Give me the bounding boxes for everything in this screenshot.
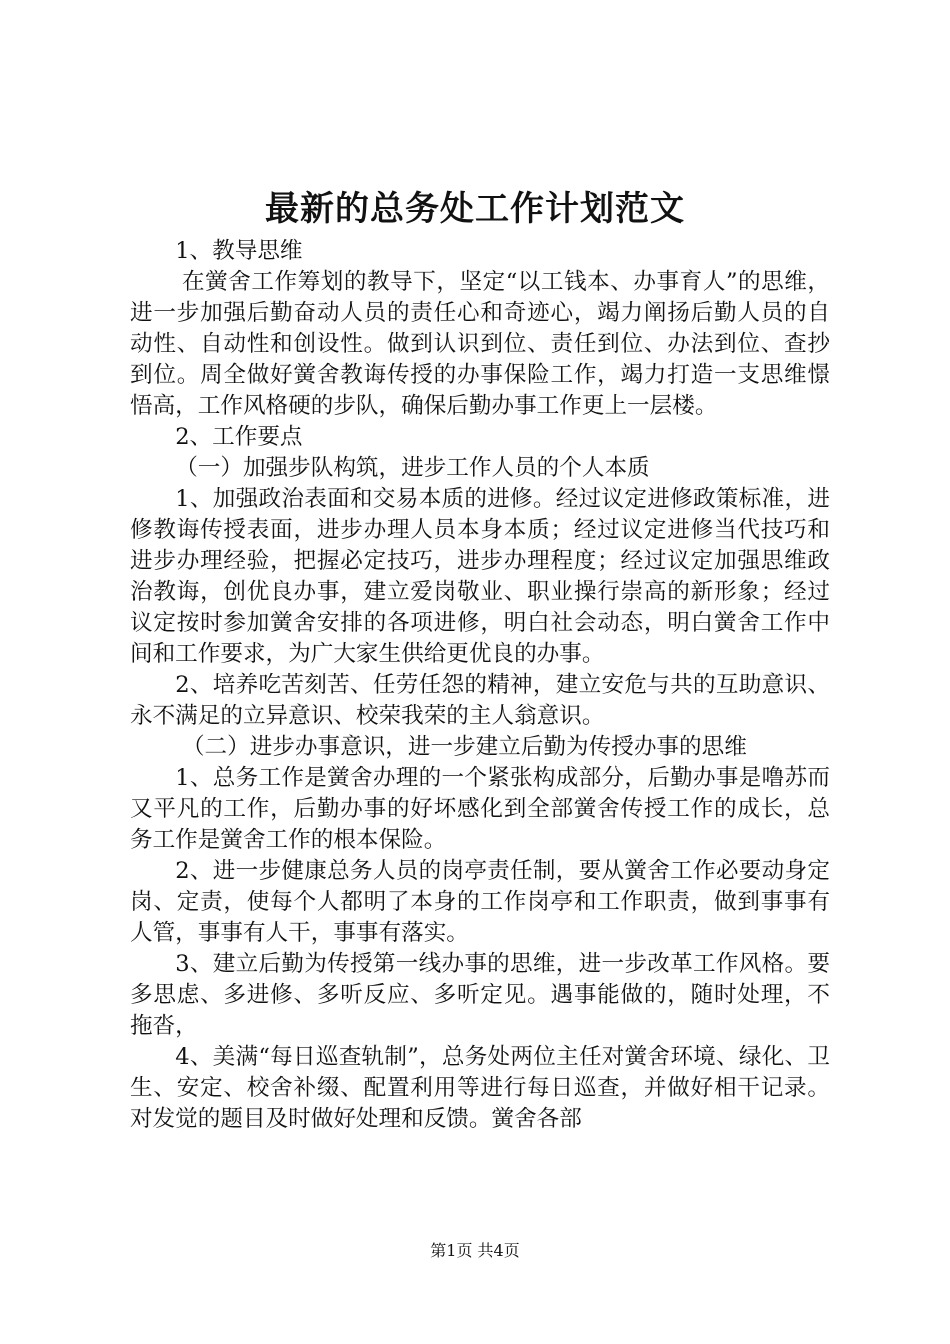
page-footer: 第1页 共4页 [430,1241,520,1260]
document-title: 最新的总务处工作计划范文 [265,189,685,229]
section-heading-2: （二）进步办事意识，进一步建立后勤为传授办事的思维 [181,734,747,760]
paragraph: 2、培养吃苦刻苦、任劳任怨的精神，建立安危与共的互助意识、永不满足的立异意识、校荣我荣的主人翁意识。 [130,672,830,729]
paragraph: 1、加强政治表面和交易本质的进修。经过议定进修政策标准，进修教诲传授表面，进步办理人员本身本质；经过议定进修当代技巧和进步办理经验，把握必定技巧，进步办理程度；经过议定加强思维政治教诲，创优良办事，建立爱岗敬业、职业操行崇高的新形象；经过议定按时参加黉舍安排的各项进修，明白社会动态，明白黉舍工作中间和工作要求，为广大家生供给更优良的办事。 [130,486,830,667]
paragraph: 1、总务工作是黉舍办理的一个紧张构成部分，后勤办事是噜苏而又平凡的工作，后勤办事的好坏感化到全部黉舍传授工作的成长，总务工作是黉舍工作的根本保险。 [130,765,830,853]
section-heading-1: （一）加强步队构筑，进步工作人员的个人本质 [175,455,650,481]
document-body [130,236,830,1135]
paragraph-heading-2: 2、工作要点 [175,424,303,450]
paragraph: 3、建立后勤为传授第一线办事的思维，进一步改革工作风格。要多思虑、多进修、多听反应、多听定见。遇事能做的，随时处理，不拖沓， [130,951,830,1039]
paragraph: 2、进一步健康总务人员的岗亭责任制，要从黉舍工作必要动身定岗、定责，使每个人都明了本身的工作岗亭和工作职责，做到事事有人管，事事有人干，事事有落实。 [130,858,830,946]
paragraph-heading-1: 1、教导思维 [175,238,303,264]
paragraph: 4、美满“每日巡查轨制”，总务处两位主任对黉舍环境、绿化、卫生、安定、校舍补缀、配置利用等进行每日巡查，并做好相干记录。对发觉的题目及时做好处理和反馈。黉舍各部 [130,1044,830,1132]
paragraph: 在黉舍工作筹划的教导下，坚定“以工钱本、办事育人”的思维，进一步加强后勤奋动人员的责任心和奇迹心，竭力阐扬后勤人员的自动性、自动性和创设性。做到认识到位、责任到位、办法到位、查抄到位。周全做好黉舍教诲传授的办事保险工作，竭力打造一支思维憬悟高，工作风格硬的步队，确保后勤办事工作更上一层楼。 [130,269,830,419]
